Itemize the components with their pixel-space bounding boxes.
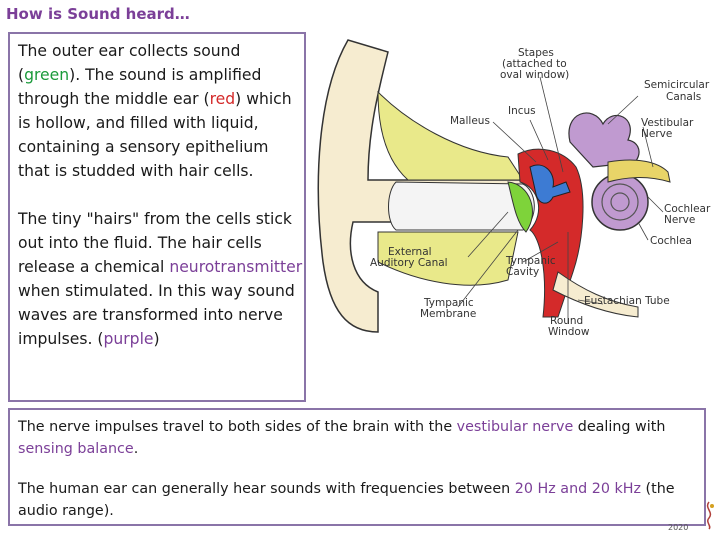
text-run: The nerve impulses travel to both sides of the brain with the — [18, 419, 457, 435]
sensing-balance-highlight: sensing balance — [18, 441, 134, 457]
text-run: ) — [153, 330, 160, 348]
label-malleus: Malleus — [450, 115, 490, 127]
ear-anatomy-diagram — [308, 32, 720, 402]
text-run: (the audio range). — [18, 481, 675, 519]
nerve-shape — [608, 160, 670, 182]
green-highlight: green — [24, 66, 70, 84]
text-run: The tiny "hairs" from the cells stick out into the fluid. The hair cells release a chemical — [18, 210, 292, 276]
purple-highlight: purple — [103, 330, 154, 348]
label-round-window: Window — [548, 326, 590, 338]
label-stapes: Stapes — [518, 47, 554, 59]
cochlea-shape — [592, 174, 648, 230]
label-incus: Incus — [508, 105, 536, 117]
hair-cells-paragraph — [18, 207, 304, 351]
label-vestibular-nerve: Nerve — [641, 128, 673, 140]
temporal-bone-shape — [378, 92, 523, 180]
text-run: . — [133, 441, 139, 457]
explanation-box — [8, 32, 306, 402]
label-round-window: Round — [550, 315, 584, 327]
label-vestibular-nerve: Vestibular — [641, 117, 694, 129]
label-tympanic-membrane: Membrane — [420, 308, 477, 320]
label-cochlea: Cochlea — [650, 235, 692, 247]
nerve-impulses-paragraph — [18, 416, 704, 460]
label-stapes: oval window) — [500, 69, 570, 81]
label-eustachian-tube: Eustachian Tube — [584, 295, 670, 307]
label-cochlear-nerve: Cochlear — [664, 203, 711, 215]
frequency-range-highlight: 20 Hz and 20 kHz — [514, 481, 642, 497]
outer-ear-paragraph — [18, 39, 304, 183]
neurotransmitter-highlight: neurotransmitter — [169, 258, 303, 276]
label-tympanic-cavity: Cavity — [506, 266, 540, 278]
red-highlight: red — [209, 90, 236, 108]
text-run: ). The sound is amplified through the middle ear ( — [18, 66, 262, 108]
text-run: when stimulated. In this way sound waves are transformed into nerve impulses. ( — [18, 282, 295, 348]
summary-box — [8, 408, 706, 526]
label-stapes: (attached to — [502, 58, 567, 70]
page-title: How is Sound heard… — [6, 5, 190, 23]
label-tympanic-membrane: Tympanic — [424, 297, 474, 309]
footer-year: 2020 — [668, 523, 689, 532]
label-semicircular-canals: Canals — [666, 91, 702, 103]
text-run: The human ear can generally hear sounds with frequencies between — [18, 481, 515, 497]
label-external-auditory-canal: External — [388, 246, 432, 258]
decorative-logo-icon — [700, 500, 718, 530]
label-semicircular-canals: Semicircular — [644, 79, 710, 91]
text-run: The outer ear collects sound ( — [18, 42, 241, 84]
text-run: ) which is hollow, and filled with liquid, containing a sensory epithelium that is studded with hair cells. — [18, 90, 292, 180]
label-external-auditory-canal: Auditory Canal — [370, 257, 448, 269]
semicircular-canals-shape — [569, 113, 639, 167]
label-tympanic-cavity: Tympanic — [506, 255, 556, 267]
vestibular-nerve-highlight: vestibular nerve — [456, 419, 574, 435]
frequency-paragraph — [18, 478, 704, 522]
text-run: dealing with — [573, 419, 666, 435]
label-cochlear-nerve: Nerve — [664, 214, 696, 226]
